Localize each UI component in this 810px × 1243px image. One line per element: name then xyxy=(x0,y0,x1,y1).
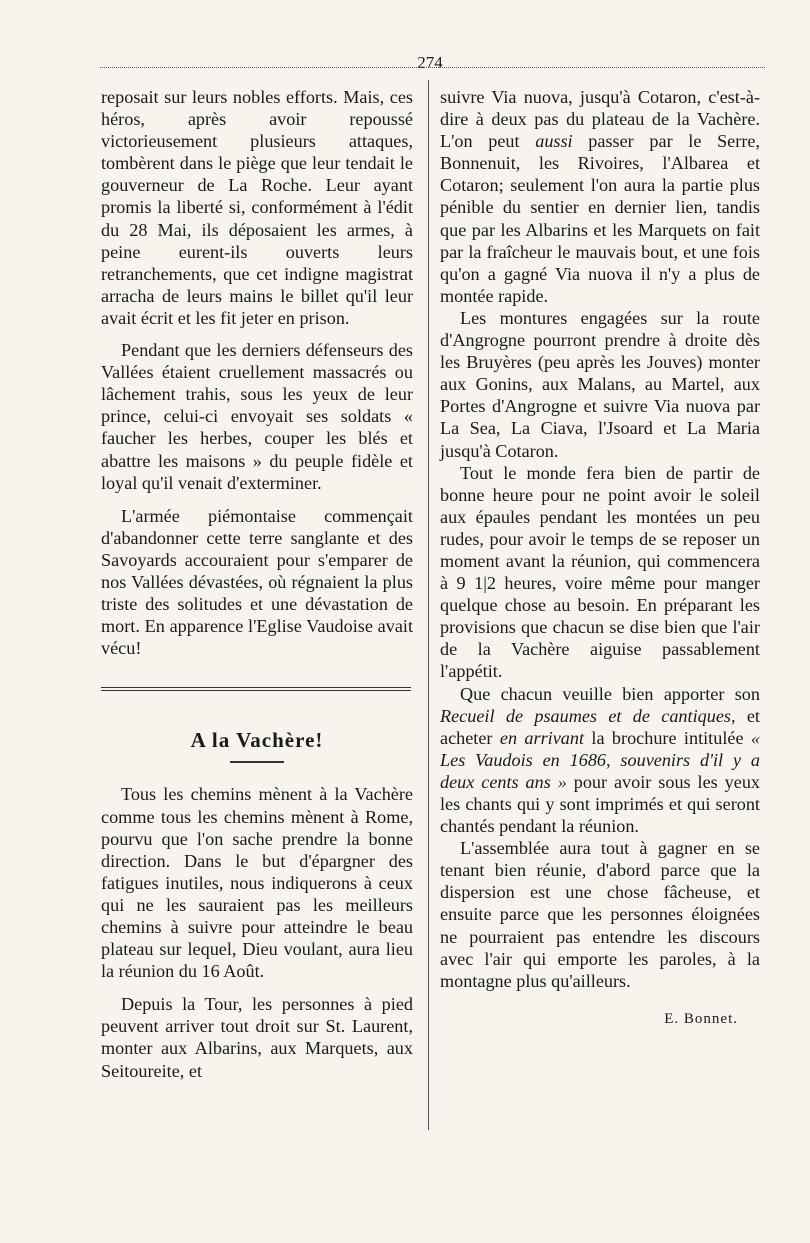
right-p4-emphasis-2: en arrivant xyxy=(499,727,585,748)
right-paragraph-5: L'assemblée aura tout à gagner en se tenant bien réunie, d'abord parce que la dispersion est une chose fâcheuse, et ensuite parce que les personnes éloignées ne pourraient pas entendre les discours avec l'air qui emporte les paroles, à la montagne plus qu'ailleurs. xyxy=(440,838,760,991)
right-p4-emphasis-1: Recueil de psaumes et de cantiques, xyxy=(440,705,736,726)
left-column xyxy=(101,86,413,1093)
right-p4-text-d: pour avoir sous les yeux les chants qui y sont imprimés et qui seront chantés pendant la réunion. xyxy=(440,771,761,837)
left-paragraph-3: L'armée piémontaise commençait d'abandonner cette terre sanglante et des Savoyards accouraient pour s'emparer de nos Vallées dévastées, où régnaient la plus triste des solitudes et une dévastation de mort. En apparence l'Eglise Vaudoise avait vécu! xyxy=(101,505,413,659)
page-number xyxy=(0,54,810,72)
right-p1-text-a: suivre Via nuova, jusqu'à Cotaron, c'est-à-dire à deux pas du plateau de la Vachère. L'on peut xyxy=(440,87,760,152)
right-p1-text-b: passer par le Serre, Bonnenuit, les Rivoires, l'Albarea et Cotaron; seulement l'on aura la partie plus pénible du sentier en dernier lien, tandis que par les Albarins et les Marquets on fait par la fraîcheur le mauvais bout, et une fois qu'on a gagné Via nuova il n'y a plus de montée rapide. xyxy=(440,131,760,306)
right-p4-text-b: et acheter xyxy=(440,705,760,748)
right-paragraph-2: Les montures engagées sur la route d'Angrogne pourront prendre à droite dès les Bruyères (peu après les Jouves) monter aux Gonins, aux Malans, au Martel, aux Portes d'Angrogne et suivre Via nuova par La Sea, La Ciava, l'Jsoard et La Maria jusqu'à Cotaron. xyxy=(440,307,760,461)
left-paragraph-5: Depuis la Tour, les personnes à pied peuvent arriver tout droit sur St. Laurent, monter aux Albarins, aux Marquets, aux Seitoureite, et xyxy=(101,994,413,1081)
column-divider xyxy=(428,80,429,1130)
left-paragraph-4: Tous les chemins mènent à la Vachère comme tous les chemins mènent à Rome, pourvu que l'on sache prendre la bonne direction. Dans le but d'épargner des fatigues inutiles, nous indiquerons à ceux qui ne les sauraient pas les meilleurs chemins à suivre pour atteindre le beau plateau sur lequel, Dieu voulant, aura lieu la réunion du 16 Août. xyxy=(101,784,413,982)
left-paragraph-1: reposait sur leurs nobles efforts. Mais, ces héros, après avoir repoussé victorieusement plusieurs attaques, tombèrent dans le piège que leur tendait le gouverneur de La Roche. Leur ayant promis la liberté si, conformément à l'édit du 28 Mai, ils déposaient les armes, à peine eurent-ils ouverts leurs retranchements, que cet indigne magistrat arracha de leurs mains le billet qu'il leur avait écrit et les fit jeter en prison. xyxy=(101,87,413,328)
left-paragraph-2: Pendant que les derniers défenseurs des Vallées étaient cruellement massacrés ou lâchement trahis, sous les yeux de leur prince, celui-ci envoyait ses soldats « faucher les herbes, couper les blés et abattre les maisons » du peuple fidèle et loyal qu'il venait d'exterminer. xyxy=(101,340,413,493)
right-paragraph-4 xyxy=(440,683,760,838)
right-paragraph-1 xyxy=(440,86,760,307)
section-divider xyxy=(101,687,411,691)
right-p4-text-c: la brochure intitulée xyxy=(584,727,751,748)
right-p4-text-a: Que chacun veuille bien apporter son xyxy=(460,683,760,704)
section-title: A la Vachère! xyxy=(190,728,324,753)
right-paragraph-3: Tout le monde fera bien de partir de bonne heure pour ne point avoir le soleil aux épaules pendant les montées un peu rudes, pour avoir le temps de se reposer un moment avant la réunion, qui commencera à 9 1|2 heures, voire même pour manger quelque chose au besoin. En préparant les provisions que chacun se dise bien que l'air de la Vachère aiguise passablement l'appétit. xyxy=(440,462,760,682)
signature: E. Bonnet. xyxy=(664,1010,738,1027)
header-rule xyxy=(100,67,765,68)
page-number-text: 274 xyxy=(413,53,447,72)
right-p1-emphasis: aussi xyxy=(535,131,573,152)
right-column xyxy=(440,86,760,1030)
title-underline xyxy=(230,761,284,763)
right-p4-emphasis-3: « Les Vaudois en 1686, souvenirs d'il y a deux cents ans » xyxy=(440,727,760,792)
